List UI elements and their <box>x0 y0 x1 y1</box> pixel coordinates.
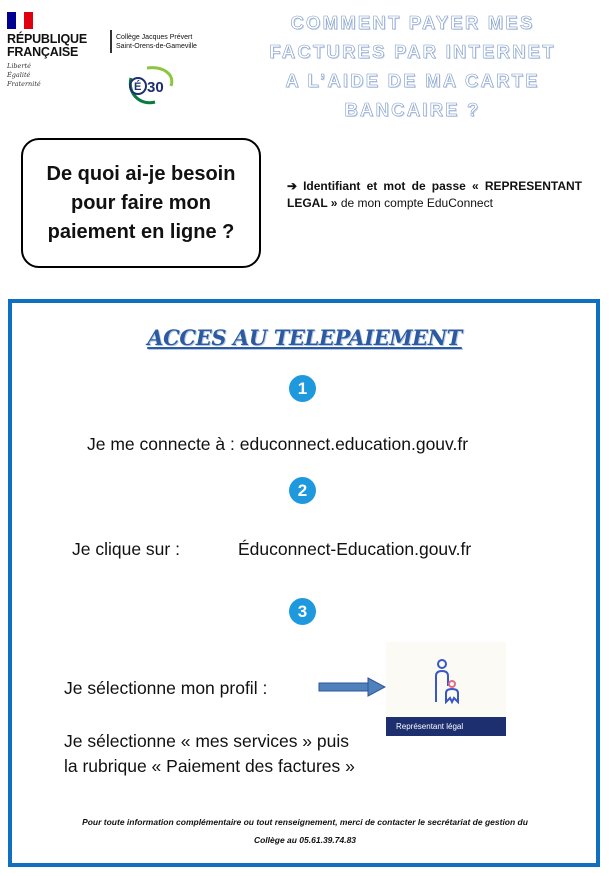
step-2-badge: 2 <box>289 477 316 504</box>
requirement-text <box>287 178 582 212</box>
republic-motto <box>7 62 67 89</box>
profile-card-label: Représentant légal <box>386 717 506 736</box>
access-title: ACCES AU TELEPAIEMENT <box>147 325 462 350</box>
step-3-select-services-text: Je sélectionne « mes services » puis la rubrique « Paiement des factures » <box>64 731 355 776</box>
question-text <box>31 160 251 247</box>
college-name-line1: Collège Jacques Prévert <box>116 34 193 41</box>
motto-liberte: Liberté <box>7 62 31 70</box>
requirement-plain: de mon compte <box>340 196 424 210</box>
step-3-badge: 3 <box>289 598 316 625</box>
step-2-site-link[interactable]: Éduconnect-Education.gouv.fr <box>238 539 472 559</box>
question-line3: paiement en ligne ? <box>47 220 235 243</box>
headline-line4: BANCAIRE ? <box>344 99 481 120</box>
question-box <box>21 138 261 268</box>
republique-francaise-title <box>7 33 97 59</box>
contact-footer <box>25 813 585 849</box>
step-2-label: Je clique sur : <box>72 539 180 559</box>
college-e30-logo <box>125 64 177 108</box>
rf-line-1: RÉPUBLIQUE <box>7 32 87 46</box>
headline-line2: FACTURES PAR INTERNET <box>269 41 556 62</box>
requirement-educonnect: EduConnect <box>426 196 493 210</box>
headline-line1: COMMENT PAYER MES <box>290 12 535 33</box>
motto-fraternite: Fraternité <box>7 80 41 88</box>
rf-line-2: FRANÇAISE <box>7 45 79 59</box>
question-line1: De quoi ai-je besoin <box>46 162 236 185</box>
svg-text:30: 30 <box>147 79 164 96</box>
college-name <box>116 33 226 51</box>
question-line2: pour faire mon <box>70 191 211 214</box>
profile-card-top <box>386 642 506 717</box>
motto-egalite: Égalité <box>7 71 31 79</box>
college-divider <box>110 30 112 53</box>
page-headline <box>240 8 585 124</box>
french-flag-icon <box>7 12 33 29</box>
parent-child-icon <box>432 658 462 706</box>
footer-line2: Collège au 05.61.39.74.83 <box>253 835 357 845</box>
right-arrow-icon: ➔ <box>287 179 298 193</box>
representant-legal-profile-card[interactable] <box>386 642 506 736</box>
svg-text:É: É <box>134 81 142 93</box>
headline-line3: A L’AIDE DE MA CARTE <box>285 70 540 91</box>
arrow-right-icon <box>318 677 386 697</box>
college-name-line2: Saint-Orens-de-Gameville <box>116 43 197 50</box>
requirement-bold: Identifiant et mot de passe « REPRESENTANT LEGAL » <box>287 179 582 210</box>
footer-line1: Pour toute information complémentaire ou tout renseignement, merci de contacter le secrétariat de gestion du <box>82 817 528 827</box>
step-3-select-profile-text: Je sélectionne mon profil : <box>64 678 268 698</box>
step-1-badge: 1 <box>289 375 316 402</box>
step-1-text: Je me connecte à : educonnect.education.gouv.fr <box>87 434 469 454</box>
